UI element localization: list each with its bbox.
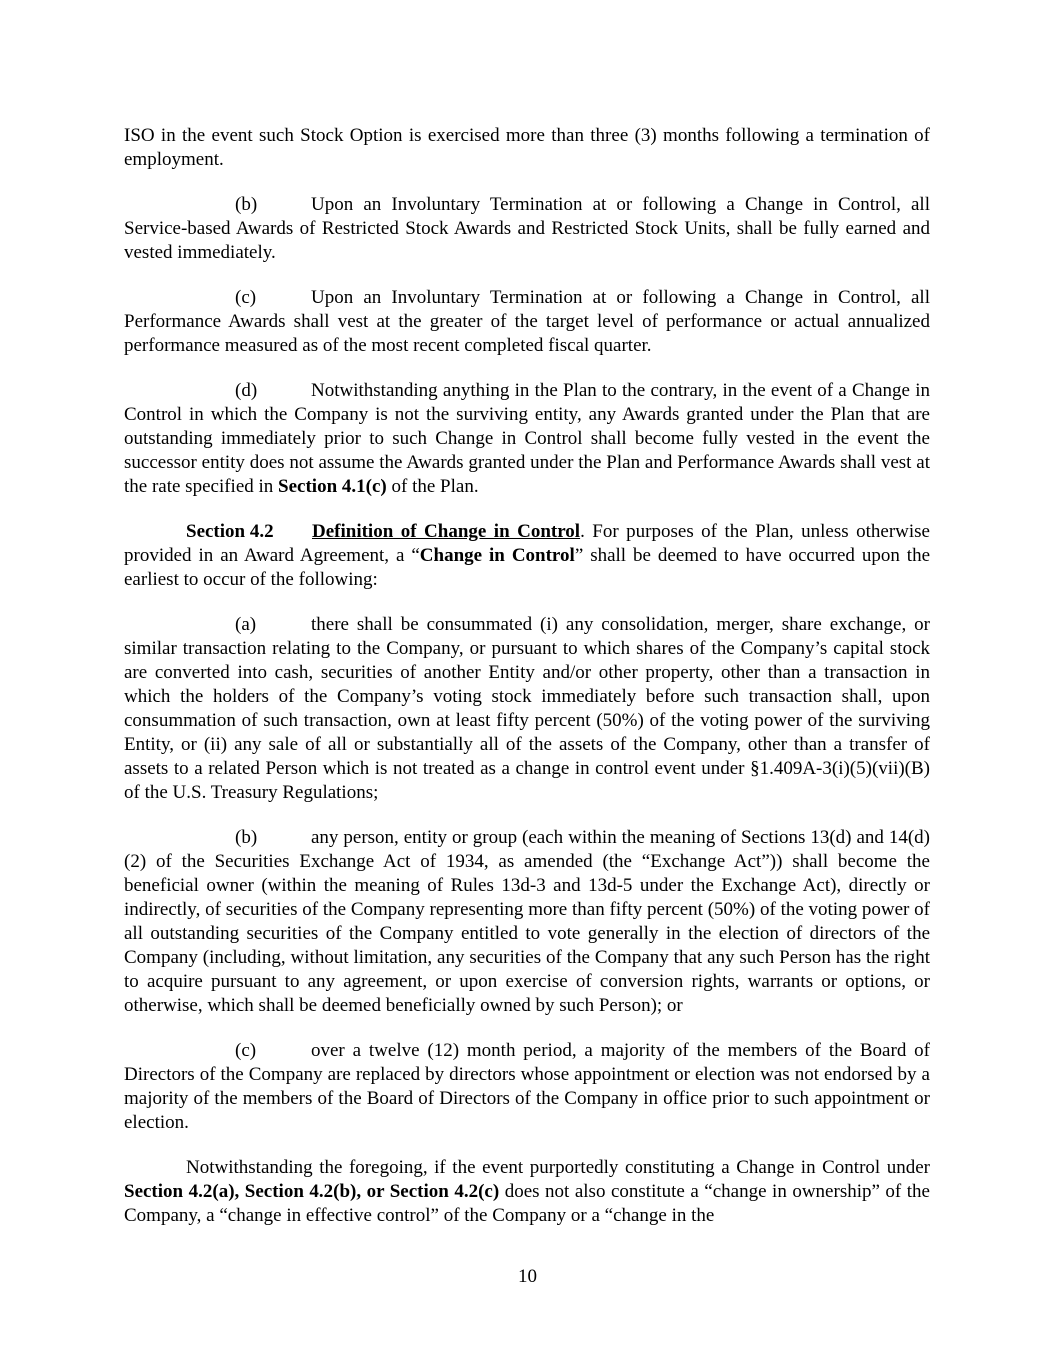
section-title: Definition of Change in Control bbox=[312, 521, 581, 542]
item-marker: (c) bbox=[235, 287, 257, 308]
item-text: Upon an Involuntary Termination at or following a Change in Control, all Service-based Awards of Restricted Stock Awards and Restricted Stock Units, shall be fully earned and vested immediately. bbox=[124, 194, 930, 263]
section-references: Section 4.2(a), Section 4.2(b), or Section 4.2(c) bbox=[124, 1181, 500, 1202]
item-text: Notwithstanding anything in the Plan to the contrary, in the event of a Change in Control in which the Company is not the surviving entity, any Awards granted under the Plan that are outstanding immediately prior to such Change in Control shall become fully vested in the event the successor entity does not assume the Awards granted under the Plan and Performance Awards shall vest at the rate specified in bbox=[124, 380, 930, 497]
paragraph-4-1-c bbox=[124, 286, 930, 358]
item-text: over a twelve (12) month period, a majority of the members of the Board of Directors of the Company are replaced by directors whose appointment or election was not endorsed by a majority of the members of the Board of Directors of the Company in office prior to such appointment or election. bbox=[124, 1040, 930, 1133]
item-marker: (d) bbox=[235, 380, 258, 401]
paragraph-4-1-b bbox=[124, 193, 930, 265]
item-text: Upon an Involuntary Termination at or following a Change in Control, all Performance Awards shall vest at the greater of the target level of performance or actual annualized performance measured as of the most recent completed fiscal quarter. bbox=[124, 287, 930, 356]
closing-text: Notwithstanding the foregoing, if the event purportedly constituting a Change in Control under bbox=[186, 1157, 930, 1178]
section-reference: Section 4.1(c) bbox=[278, 476, 387, 497]
item-marker: (b) bbox=[235, 827, 258, 848]
section-intro: . For purposes of the Plan, unless otherwise provided in an Award Agreement, a “ bbox=[124, 521, 930, 566]
item-marker: (c) bbox=[235, 1040, 257, 1061]
item-text-end: of the Plan. bbox=[386, 476, 479, 497]
item-marker: (a) bbox=[235, 614, 257, 635]
closing-paragraph bbox=[124, 1156, 930, 1228]
page-number: 10 bbox=[518, 1266, 537, 1287]
section-intro-end: ” shall be deemed to have occurred upon the earliest to occur of the following: bbox=[124, 545, 930, 590]
document-page bbox=[124, 124, 930, 1249]
section-number: Section 4.2 bbox=[186, 521, 274, 542]
closing-text-end: does not also constitute a “change in ownership” of the Company, a “change in effective control” of the Company or a “change in the bbox=[124, 1181, 930, 1226]
paragraph-4-2-b bbox=[124, 826, 930, 1018]
paragraph-4-1-d bbox=[124, 379, 930, 499]
defined-term: Change in Control bbox=[419, 545, 575, 566]
item-marker: (b) bbox=[235, 194, 258, 215]
item-text: any person, entity or group (each within the meaning of Sections 13(d) and 14(d)(2) of the Securities Exchange Act of 1934, as amended (the “Exchange Act”)) shall become the beneficial owner (within the meaning of Rules 13d-3 and 13d-5 under the Exchange Act), directly or indirectly, of securities of the Company representing more than fifty percent (50%) of the voting power of all outstanding securities of the Company entitled to vote generally in the election of directors of the Company (including, without limitation, any securities of the Company that any such Person has the right to acquire pursuant to any agreement, or upon exercise of conversion rights, warrants or options, or otherwise, which shall be deemed beneficially owned by such Person); or bbox=[124, 827, 930, 1016]
paragraph-4-2-c bbox=[124, 1039, 930, 1135]
section-4-2-heading-paragraph bbox=[124, 520, 930, 592]
continued-paragraph: ISO in the event such Stock Option is exercised more than three (3) months following a termination of employment. bbox=[124, 125, 930, 170]
paragraph-4-2-a bbox=[124, 613, 930, 805]
item-text: there shall be consummated (i) any consolidation, merger, share exchange, or similar transaction relating to the Company, or pursuant to which shares of the Company’s capital stock are converted into cash, securities of another Entity and/or other property, other than a transaction in which the holders of the Company’s voting stock immediately before such transaction shall, upon consummation of such transaction, own at least fifty percent (50%) of the voting power of the surviving Entity, or (ii) any sale of all or substantially all of the assets of the Company, other than a transfer of assets to a related Person which is not treated as a change in control event under §1.409A-3(i)(5)(vii)(B) of the U.S. Treasury Regulations; bbox=[124, 614, 930, 803]
